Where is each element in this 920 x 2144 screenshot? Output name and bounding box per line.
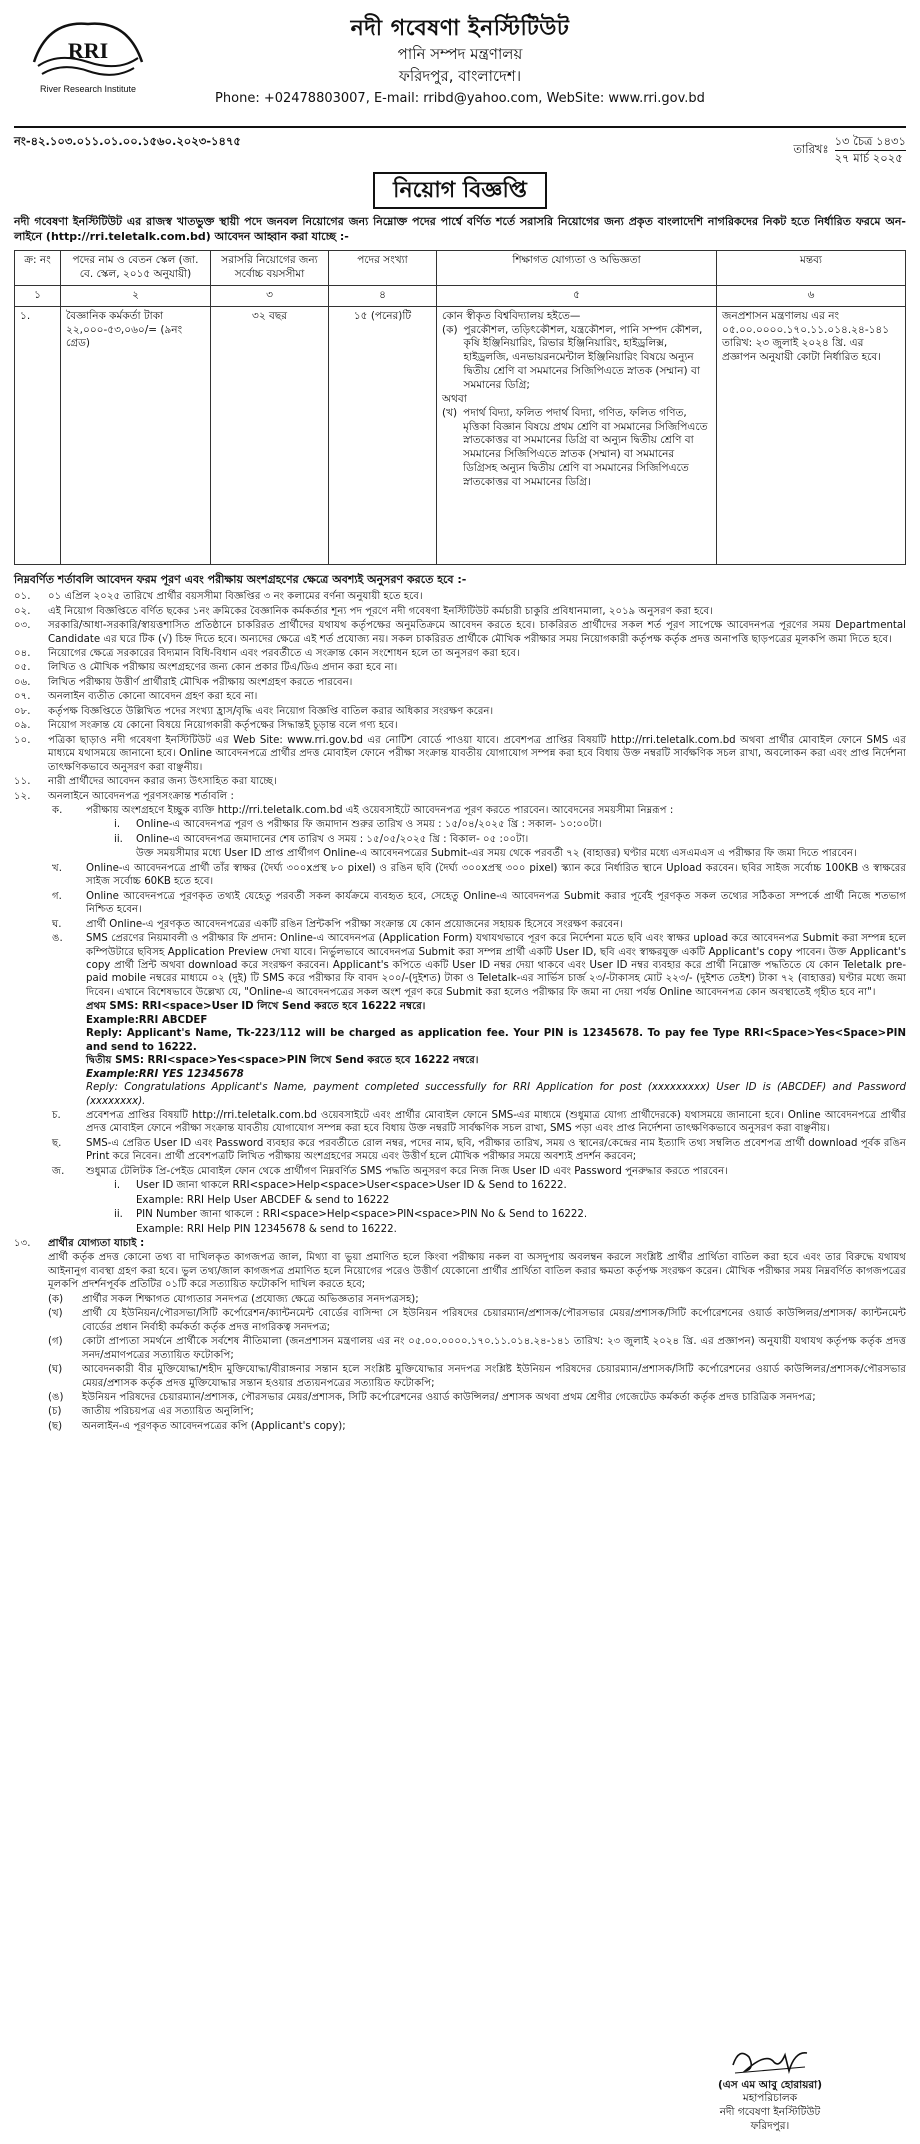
list-item [14, 1307, 906, 1334]
list-item [14, 1165, 906, 1178]
item-number: ০৩. [14, 620, 31, 632]
item-text: ০১ এপ্রিল ২০২৫ তারিখে প্রার্থীর বয়সসীমা বিজ্ঞপ্তির ৩ নং কলামের বর্ণনা অনুযায়ী হতে হবে। [48, 591, 423, 603]
row-remark: জনপ্রশাসন মন্ত্রণালয় এর নং ০৫.০০.০০০০.১৭০.১১.০১৪.২৪-১৪১ তারিখ: ২৩ জুলাই ২০২৪ খ্রি. এর প্রজ্ঞাপন অনুযায়ী কোটা নির্ধারিত হবে। [717, 306, 906, 564]
item-number: (ছ) [48, 1420, 63, 1432]
list-item [14, 932, 906, 999]
signature-scribble [725, 2043, 815, 2077]
sms-first-example: Example:RRI ABCDEF [86, 1014, 208, 1026]
item-number: ০১. [14, 591, 31, 603]
item-text: কর্তৃপক্ষ বিজ্ঞপ্তিতে উল্লিখিত পদের সংখ্যা হ্রাস/বৃদ্ধি এবং নিয়োগ বিজ্ঞপ্তি বাতিল করার অধিকার সংরক্ষণ করেন। [48, 705, 494, 717]
item-number: ০৪. [14, 648, 31, 659]
list-item [14, 605, 906, 618]
list-item [14, 647, 906, 660]
item-text: PIN Number জানা থাকলে : RRI<space>Help<space>PIN<space>PIN No & Send to 16222. [136, 1209, 588, 1221]
col-qualification: শিক্ষাগত যোগ্যতা ও অভিজ্ঞতা [437, 251, 717, 286]
list-item [14, 1293, 906, 1306]
intro-paragraph: নদী গবেষণা ইনস্টিটিউট এর রাজস্ব খাতভুক্ত স্থায়ী পদে জনবল নিয়োগের জন্য নিম্নোক্ত পদের পার্শ্বে বর্ণিত শর্তে সরাসরি নিয়োগের জন্য প্রকৃত বাংলাদেশি নাগরিকদের নিকট হতে নির্ধারিত ফরমে অন-লাইনে (http://rri.teletalk.com.bd) আবেদন আহ্বান করা যাচ্ছে :- [14, 215, 906, 243]
row-serial: ১. [15, 306, 61, 564]
signature-block [660, 2043, 880, 2134]
list-item [14, 1335, 906, 1362]
item-number: (ঘ) [48, 1364, 63, 1376]
item-text: ইউনিয়ন পরিষদের চেয়ারম্যান/প্রশাসক, পৌরসভার মেয়র/প্রশাসক, সিটি কর্পোরেশনের ওয়ার্ড কাউন্সিলর/ প্রশাসক অথবা প্রথম শ্রেণীর গেজেটেড কর্মকর্তা কর্তৃক প্রদত্ত চারিত্রিক সনদপত্র; [82, 1392, 816, 1404]
item-text: User ID জানা থাকলে RRI<space>Help<space>User<space>User ID & Send to 16222. [136, 1180, 567, 1192]
item-number: ১১. [14, 776, 31, 788]
item-text: পরীক্ষায় অংশগ্রহণে ইচ্ছুক ব্যক্তি http://rri.teletalk.com.bd এই ওয়েবসাইটে আবেদনপত্র পূরণ করতে পারবেন। আবেদনের সময়সীমা নিম্নরূপ : [86, 804, 674, 816]
item-text: এই নিয়োগ বিজ্ঞপ্তিতে বর্ণিত ছকের ১নং ক্রমিকের বৈজ্ঞানিক কর্মকর্তার শূন্য পদ পূরণে নদী গবেষণা ইনস্টিটিউট কর্মচারী চাকুরি প্রবিধানমালা, ২০১৯ অনুসরণ করা হবে। [48, 605, 713, 617]
sms-first-reply: Reply: Applicant's Name, Tk-223/112 will be charged as application fee. Your PIN is 12345678. To pay fee Type RRI<Space>Yes<Space>PIN and send to 16222. [86, 1028, 906, 1053]
item-text: আবেদনকারী বীর মুক্তিযোদ্ধা/শহীদ মুক্তিযোদ্ধা/বীরাঙ্গনার সন্তান হলে সংশ্লিষ্ট মুক্তিযোদ্ধার সনদপত্র সংশ্লিষ্ট ইউনিয়ন পরিষদের চেয়ারম্যান/প্রশাসক/সিটি কর্পোরেশনের ওয়ার্ড কাউন্সিলর/প্রশাসক/পৌরসভার মেয়র/প্রশাসক কর্তৃক প্রদত্ত মুক্তিযোদ্ধার সন্তান হওয়ার প্রত্যয়নপত্রের সত্যায়িত ফটোকপি; [82, 1364, 906, 1389]
col-number: ২ [61, 285, 211, 306]
date-block [793, 134, 906, 166]
list-item [14, 690, 906, 703]
list-item [14, 1109, 906, 1136]
item-number: ০৮. [14, 705, 31, 717]
list-item [14, 676, 906, 689]
list-item [14, 818, 906, 831]
item-number: (ঙ) [48, 1392, 64, 1404]
item-text: অনলাইনে আবেদনপত্র পূরণসংক্রান্ত শর্তাবলি : [48, 790, 234, 802]
sms-second: দ্বিতীয় SMS: RRI<space>Yes<space>PIN লিখে Send করতে হবে 16222 নম্বরে। [86, 1055, 479, 1067]
list-item [14, 804, 906, 817]
list-item [14, 705, 906, 718]
col-count: পদের সংখ্যা [329, 251, 437, 286]
col-remark: মন্তব্য [717, 251, 906, 286]
signatory-place: ফরিদপুর। [750, 2120, 790, 2133]
verification-body: প্রার্থী কর্তৃক প্রদত্ত কোনো তথ্য বা দাখিলকৃত কাগজপত্র জাল, মিথ্যা বা ভুয়া প্রমাণিত হলে কিংবা পরীক্ষায় নকল বা অসদুপায় অবলম্বন করলে সংশ্লিষ্ট প্রার্থীর প্রার্থিতা বাতিল করা হবে এবং তার বিরুদ্ধে যথাযথ আইনানুগ ব্যবস্থা গ্রহণ করা হবে। ভুল তথ্য/জাল কাগজপত্র প্রমাণিত হলে নিয়োগের পরেও উত্তীর্ণ যেকোনো প্রার্থীর প্রার্থিতা বাতিল করার ক্ষমতা কর্তৃপক্ষ সংরক্ষণ করেন। মৌখিক পরীক্ষার সময় নিম্নবর্ণিত কাগজপত্রের মূলকপি প্রদর্শনপূর্বক প্রতিটির ০১টি করে সত্যায়িত ফটোকপি দাখিল করতে হবে; [48, 1252, 906, 1291]
col-number: ৫ [437, 285, 717, 306]
org-name: নদী গবেষণা ইনস্টিটিউট [350, 16, 570, 41]
list-item [14, 1405, 906, 1418]
logo-text: RRI [67, 38, 109, 63]
item-text: লিখিত পরীক্ষায় উত্তীর্ণ প্রার্থীরাই মৌখিক পরীক্ষায় অংশগ্রহণ করতে পারবেন। [48, 676, 353, 688]
item-number: চ. [52, 1109, 61, 1121]
item-text: নিয়োগের ক্ষেত্রে সরকারের বিদ্যমান বিধি-বিধান এবং পরবর্তীতে এ সংক্রান্ত কোন সংশোধন হলে তা অনুসরণ করা হবে। [48, 648, 520, 659]
col-number: ৬ [717, 285, 906, 306]
list-item [14, 1208, 906, 1221]
list-item [14, 661, 906, 674]
table-header-row [15, 251, 906, 286]
list-item [14, 1363, 906, 1390]
row-post: বৈজ্ঞানিক কর্মকর্তা টাকা ২২,০০০-৫৩,০৬০/= (৯নং গ্রেড) [61, 306, 211, 564]
item-text: সরকারি/আধা-সরকারি/স্বায়ত্তশাসিত প্রতিষ্ঠানে চাকরিরত প্রার্থীদের যথাযথ কর্তৃপক্ষের অনুমতিক্রমে আবেদন করতে হবে। চাকরিরত প্রার্থীদের সকল শর্ত পূরণ সাপেক্ষে আবেদনপত্র পূরণের সময় Departmental Candidate এর ঘরে টিক (√) চিহ্ন দিতে হবে। অন্যদের ক্ষেত্রে এই শর্ত প্রযোজ্য নয়। সকল চাকরিরত প্রার্থীকে মৌখিক পরীক্ষার সময় নিয়োগকারী কর্তৃপক্ষ কর্তৃক প্রদত্ত অনাপত্তি ছাড়পত্রের মূলকপি জমা দিতে হবে। [48, 620, 906, 645]
item-text: Online আবেদনপত্রে পূরণকৃত তথ্যই যেহেতু পরবর্তী সকল কার্যক্রমে ব্যবহৃত হবে, সেহেতু Online-এ আবেদনপত্র Submit করার পূর্বেই পূরণকৃত সকল তথ্যের সঠিকতা সম্পর্কে প্রার্থী নিজে শতভাগ নিশ্চিত হবেন। [86, 890, 906, 916]
item-number: (চ) [48, 1406, 62, 1418]
list-item [14, 590, 906, 603]
list-item [14, 862, 906, 889]
signatory-org: নদী গবেষণা ইনস্টিটিউট [719, 2106, 821, 2119]
col-post: পদের নাম ও বেতন স্কেল (জা. বে. স্কেল, ২০১৫ অনুযায়ী) [61, 251, 211, 286]
item-number: ঘ. [52, 918, 62, 930]
list-item [14, 1179, 906, 1192]
list-item [14, 1391, 906, 1404]
conditions-title: নিম্নবর্ণিত শর্তাবলি আবেদন ফরম পূরণ এবং পরীক্ষায় অংশগ্রহণের ক্ষেত্রে অবশ্যই অনুসরণ করতে হবে :- [14, 572, 467, 586]
item-text: প্রার্থী Online-এ পূরণকৃত আবেদনপত্রের একটি রঙিন প্রিন্টকপি পরীক্ষা সংক্রান্ত যে কোন প্রয়োজনের সহায়ক হিসেবে সংরক্ষণ করবেন। [86, 918, 623, 930]
list-item [14, 734, 906, 774]
qual-or: অথবা [442, 392, 467, 405]
recovery-example: Example: RRI Help PIN 12345678 & send to 16222. [136, 1223, 397, 1235]
item-number: ০৭. [14, 691, 31, 703]
list-item [14, 833, 906, 846]
item-text: অনলাইন-এ পূরণকৃত আবেদনপত্রের কপি (Applicant's copy); [82, 1420, 346, 1432]
header-divider [14, 126, 906, 128]
list-item [14, 790, 906, 803]
item-text: অনলাইন ব্যতীত কোনো আবেদন গ্রহণ করা হবে না। [48, 691, 258, 703]
table-row [15, 306, 906, 564]
item-number: খ. [52, 862, 62, 874]
item-text: জাতীয় পরিচয়পত্র এর সত্যায়িত অনুলিপি; [82, 1406, 254, 1418]
row-age: ৩২ বছর [211, 306, 329, 564]
item-text: শুধুমাত্র টেলিটক প্রি-পেইড মোবাইল ফোন থেকে প্রার্থীগণ নিম্নবর্ণিত SMS পদ্ধতি অনুসরণ করে নিজ নিজ User ID এবং Password পুনরুদ্ধার করতে পারবেন। [86, 1165, 728, 1177]
row-count: ১৫ (পনের)টি [329, 306, 437, 564]
col-number: ১ [15, 285, 61, 306]
qual-b: পদার্থ বিদ্যা, ফলিত পদার্থ বিদ্যা, গণিত, ফলিত গণিত, মৃত্তিকা বিজ্ঞান বিষয়ে প্রথম শ্রেণি বা সমমানের সিজিপিএতে স্নাতকোত্তর বা সমমানের ডিগ্রি বা অন্যুন দ্বিতীয় শ্রেণি বা সমমানের সিজিপিএতে স্নাতক (সম্মান) বা সমমানের ডিগ্রিসহ অন্যুন দ্বিতীয় শ্রেণি বা সমমানের সিজিপিএতে স্নাতকোত্তর বা সমমানের ডিগ্রি। [463, 406, 708, 488]
item-text: নারী প্রার্থীদের আবেদন করার জন্য উৎসাহিত করা যাচ্ছে। [48, 776, 277, 788]
item-text: প্রার্থী যে ইউনিয়ন/পৌরসভা/সিটি কর্পোরেশন/ক্যান্টনমেন্ট বোর্ডের বাসিন্দা সে ইউনিয়ন পরিষদের চেয়ারম্যান/প্রশাসক/পৌরসভার মেয়র/প্রশাসক/সিটি কর্পোরেশনের ওয়ার্ড কাউন্সিলর/প্রশাসক/ ক্যান্টনমেন্ট বোর্ডের প্রধান নির্বাহী কর্মকর্তা কর্তৃক প্রদত্ত নাগরিকত্ব সনদপত্র; [82, 1308, 906, 1333]
logo-caption: River Research Institute [39, 84, 137, 94]
item-number: ii. [114, 833, 123, 845]
col-age: সরাসরি নিয়োগের জন্য সর্বোচ্চ বয়সসীমা [211, 251, 329, 286]
list-item [14, 918, 906, 931]
notice-title-wrap [14, 172, 906, 209]
letterhead [14, 10, 906, 122]
signatory-name: (এস এম আবু হোরায়রা) [717, 2078, 823, 2091]
item-number: ছ. [52, 1137, 62, 1149]
item-number: জ. [52, 1165, 65, 1177]
item-text: Online-এ আবেদনপত্র পূরণ ও পরীক্ষার ফি জমাদান শুরুর তারিখ ও সময় : ১৫/০৪/২০২৫ খ্রি : সকাল- ১০:০০টা। [136, 819, 602, 831]
item-text: প্রার্থীর যোগ্যতা যাচাই : [48, 1238, 145, 1250]
date-english: ২৭ মার্চ ২০২৫ [834, 150, 903, 165]
list-item [14, 890, 906, 917]
item-number: ০৯. [14, 720, 31, 732]
memo-row [14, 134, 906, 166]
vacancy-table [14, 250, 906, 565]
sms-first: প্রথম SMS: RRI<space>User ID লিখে Send করতে হবে 16222 নম্বরে। [86, 1001, 426, 1013]
col-serial: ক্র: নং [15, 251, 61, 286]
item-text: Online-এ আবেদনপত্র জমাদানের শেষ তারিখ ও সময় : ১৫/০৫/২০২৫ খ্রি : বিকাল- ০৫ :০০টা। [136, 833, 529, 845]
item-number: ঙ. [52, 933, 63, 945]
date-label: তারিখঃ [793, 142, 829, 157]
col-number: ৩ [211, 285, 329, 306]
contact-line: Phone: +02478803007, E-mail: rribd@yahoo.com, WebSite: www.rri.gov.bd [215, 90, 705, 106]
list-item [14, 775, 906, 788]
row-qualification [437, 306, 717, 564]
qual-intro: কোন স্বীকৃত বিশ্ববিদ্যালয় হইতে— [442, 309, 581, 322]
sms-second-reply: Reply: Congratulations Applicant's Name, payment completed successfully for RRI Application for post (xxxxxxxxx) User ID is (ABCDEF) and Password (xxxxxxxx). [86, 1082, 906, 1107]
location: ফরিদপুর, বাংলাদেশ। [398, 66, 522, 85]
column-number-row [15, 285, 906, 306]
item-number: i. [114, 1180, 121, 1192]
sms-second-example: Example:RRI YES 12345678 [86, 1068, 244, 1080]
qual-a: পুরকৌশল, তড়িৎকৌশল, যন্ত্রকৌশল, পানি সম্পদ কৌশল, কৃষি ইঞ্জিনিয়ারিং, রিভার ইঞ্জিনিয়ারিং, হাইড্রলিক্স, হাইড্রলজি, এনভায়রনমেন্টাল ইঞ্জিনিয়ারিং বিষয়ে অন্যুন দ্বিতীয় শ্রেণি বা সমমানের সিজিপিএতে স্নাতক (সম্মান) বা সমমানের ডিগ্রি; [463, 323, 703, 391]
date-bangla: ১৩ চৈত্র ১৪৩১ [835, 134, 906, 151]
organization-block [14, 14, 906, 107]
ministry: পানি সম্পদ মন্ত্রণালয় [397, 45, 523, 64]
list-item [14, 1237, 906, 1250]
memo-number: নং-৪২.১০৩.০১১.০১.০০.১৫৬০.২০২৩-১৪৭৫ [14, 134, 241, 148]
list-item [14, 719, 906, 732]
item-number: ১২. [14, 790, 31, 802]
item-text: প্রবেশপত্র প্রাপ্তির বিষয়টি http://rri.teletalk.com.bd ওয়েবসাইটে এবং প্রার্থীর মোবাইল ফোনে SMS-এর মাধ্যমে (শুধুমাত্র যোগ্য প্রার্থীদেরকে) যথাসময়ে জানানো হবে। Online আবেদনপত্রে প্রার্থীর প্রদত্ত মোবাইল ফোনে পরীক্ষা সংক্রান্ত যাবতীয় যোগাযোগ সম্পন্ন করা হবে বিধায় উক্ত নম্বরটি সার্বক্ষণিক সচল রাখা, SMS পড়া এবং প্রাপ্ত নির্দেশনা তাৎক্ষণিকভাবে অনুসরণ করা বাঞ্ছনীয়। [86, 1109, 906, 1135]
item-text: নিয়োগ সংক্রান্ত যে কোনো বিষয়ে নিয়োগকারী কর্তৃপক্ষের সিদ্ধান্তই চূড়ান্ত বলে গণ্য হবে। [48, 720, 398, 732]
item-number: ১০. [14, 734, 31, 746]
list-item [14, 1137, 906, 1164]
conditions-list [14, 590, 906, 1433]
item-text: Online-এ আবেদনপত্রে প্রার্থী তাঁর স্বাক্ষর (দৈর্ঘ্য ৩০০xপ্রস্থ ৮০ pixel) ও রঙিন ছবি (দৈর্ঘ্য ৩০০xপ্রস্থ ৩০০ pixel) স্ক্যান করে নির্ধারিত স্থানে Upload করবেন। ছবির সাইজ সর্বোচ্চ 100KB ও স্বাক্ষরের সাইজ সর্বোচ্চ 60KB হতে হবে। [86, 862, 906, 888]
item-number: i. [114, 819, 121, 831]
signatory-designation: মহাপরিচালক [742, 2092, 798, 2105]
item-number: ০৫. [14, 662, 31, 674]
item-number: (গ) [48, 1336, 63, 1348]
item-number: (খ) [48, 1308, 63, 1320]
item-number: ০৬. [14, 676, 31, 688]
item-text: SMS-এ প্রেরিত User ID এবং Password ব্যবহার করে পরবর্তীতে রোল নম্বর, পদের নাম, ছবি, পরীক্ষার তারিখ, সময় ও স্থানের/কেন্দ্রের নাম ইত্যাদি তথ্য সম্বলিত প্রবেশপত্র প্রার্থী download পূর্বক রঙিন Print করে নিবেন। প্রার্থী প্রবেশপত্রটি লিখিত পরীক্ষায় অংশগ্রহণের সময়ে এবং উত্তীর্ণ হলে মৌখিক পরীক্ষার সময়ে অবশ্যই প্রদর্শন করবেন; [86, 1137, 906, 1163]
item-number: গ. [52, 890, 62, 902]
item-number: ০২. [14, 605, 31, 617]
qual-b-label: (খ) [442, 406, 458, 419]
notice-title: নিয়োগ বিজ্ঞপ্তি [373, 172, 547, 209]
item-number: (ক) [48, 1293, 64, 1305]
qual-a-label: (ক) [442, 323, 458, 336]
col-number: ৪ [329, 285, 437, 306]
item-number: ক. [52, 804, 63, 816]
item-text: প্রার্থীর সকল শিক্ষাগত যোগ্যতার সনদপত্র (প্রযোজ্য ক্ষেত্রে অভিজ্ঞতার সনদপত্রসহ); [82, 1293, 419, 1305]
item-text: SMS প্রেরণের নিয়মাবলী ও পরীক্ষার ফি প্রদান: Online-এ আবেদনপত্র (Application Form) যথাযথভাবে পূরণ করে নির্দেশনা মতে ছবি এবং স্বাক্ষর upload করে আবেদনপত্র Submit করা সম্পন্ন হলে কম্পিউটারে ছবিসহ Application Preview দেখা যাবে। নির্ভুলভাবে আবেদনপত্র Submit করা সম্পন্ন প্রার্থী একটি User ID, ছবি এবং স্বাক্ষরযুক্ত একটি Applicant's copy পাবেন। উক্ত Applicant's copy প্রার্থী প্রিন্ট অথবা download করে সংরক্ষণ করবেন। Applicant's কপিতে একটি User ID নম্বর দেয়া থাকবে এবং User ID নম্বর ব্যবহার করে প্রার্থী নিম্নোক্ত পদ্ধতিতে যে কোন Teletalk pre-paid mobile নম্বরের মাধ্যমে ০২ (দুই) টি SMS করে পরীক্ষার ফি বাবদ ২০০/-(দুইশত) টাকা ও Teletalk-এর সার্ভিস চার্জ ২৩/-টাকাসহ মোট ২২৩/- (দুইশত তেইশ) টাকা ৭২ (বাহাত্তর) ঘণ্টার মধ্যে জমা দিবেন। এখানে বিশেষভাবে উল্লেখ্য যে, "Online-এ আবেদনপত্রের সকল অংশ পূরণ করে Submit করা হলেও পরীক্ষার ফি জমা না দেয়া পর্যন্ত Online আবেদনপত্র কোন অবস্থাতেই গৃহীত হবে না"। [86, 933, 906, 998]
recovery-example: Example: RRI Help User ABCDEF & send to 16222 [136, 1194, 390, 1206]
item-number: ১৩. [14, 1238, 31, 1250]
item-text: কোটা প্রাপ্যতা সমর্থনে প্রার্থীকে সর্বশেষ নীতিমালা (জনপ্রশাসন মন্ত্রণালয় এর নং ০৫.০০.০০০০.১৭০.১১.০১৪.২৪-১৪১ তারিখ: ২৩ জুলাই ২০২৪ খ্রি. এর প্রজ্ঞাপন) অনুযায়ী যথাযথ কর্তৃপক্ষ কর্তৃক প্রদত্ত সনদ/প্রমাণপত্রের সত্যায়িত ফটোকপি; [82, 1336, 906, 1361]
list-item [14, 1420, 906, 1433]
deadline-note: উক্ত সময়সীমার মধ্যে User ID প্রাপ্ত প্রার্থীগণ Online-এ আবেদনপত্রের Submit-এর সময় থেকে পরবর্তী ৭২ (বাহাত্তর) ঘণ্টার মধ্যে এসএমএস এ পরীক্ষার ফি জমা দিতে পারবেন। [136, 848, 857, 860]
item-text: পত্রিকা ছাড়াও নদী গবেষণা ইনস্টিটিউট এর Web Site: www.rri.gov.bd এর নোটিশ বোর্ডে পাওয়া যাবে। প্রবেশপত্র প্রাপ্তির বিষয়টি http://rri.teletalk.com.bd অথবা প্রার্থীর মোবাইল ফোনে SMS এর মাধ্যমে যথাসময়ে জানানো হবে। Online আবেদনপত্রে প্রার্থীর প্রদত্ত মোবাইল ফোনে পরীক্ষা সংক্রান্ত যাবতীয় যোগাযোগ সম্পন্ন করা হবে বিধায় উক্ত নম্বরটি সার্বক্ষণিক সচল রাখা, অবলোকন করা এবং প্রাপ্ত নির্দেশনা তাৎক্ষণিকভাবে অনুসরণ করা বাঞ্ছনীয়। [48, 734, 906, 773]
item-text: লিখিত ও মৌখিক পরীক্ষায় অংশগ্রহণের জন্য কোন প্রকার টিএ/ডিএ প্রদান করা হবে না। [48, 662, 398, 674]
item-number: ii. [114, 1209, 123, 1221]
list-item [14, 619, 906, 646]
